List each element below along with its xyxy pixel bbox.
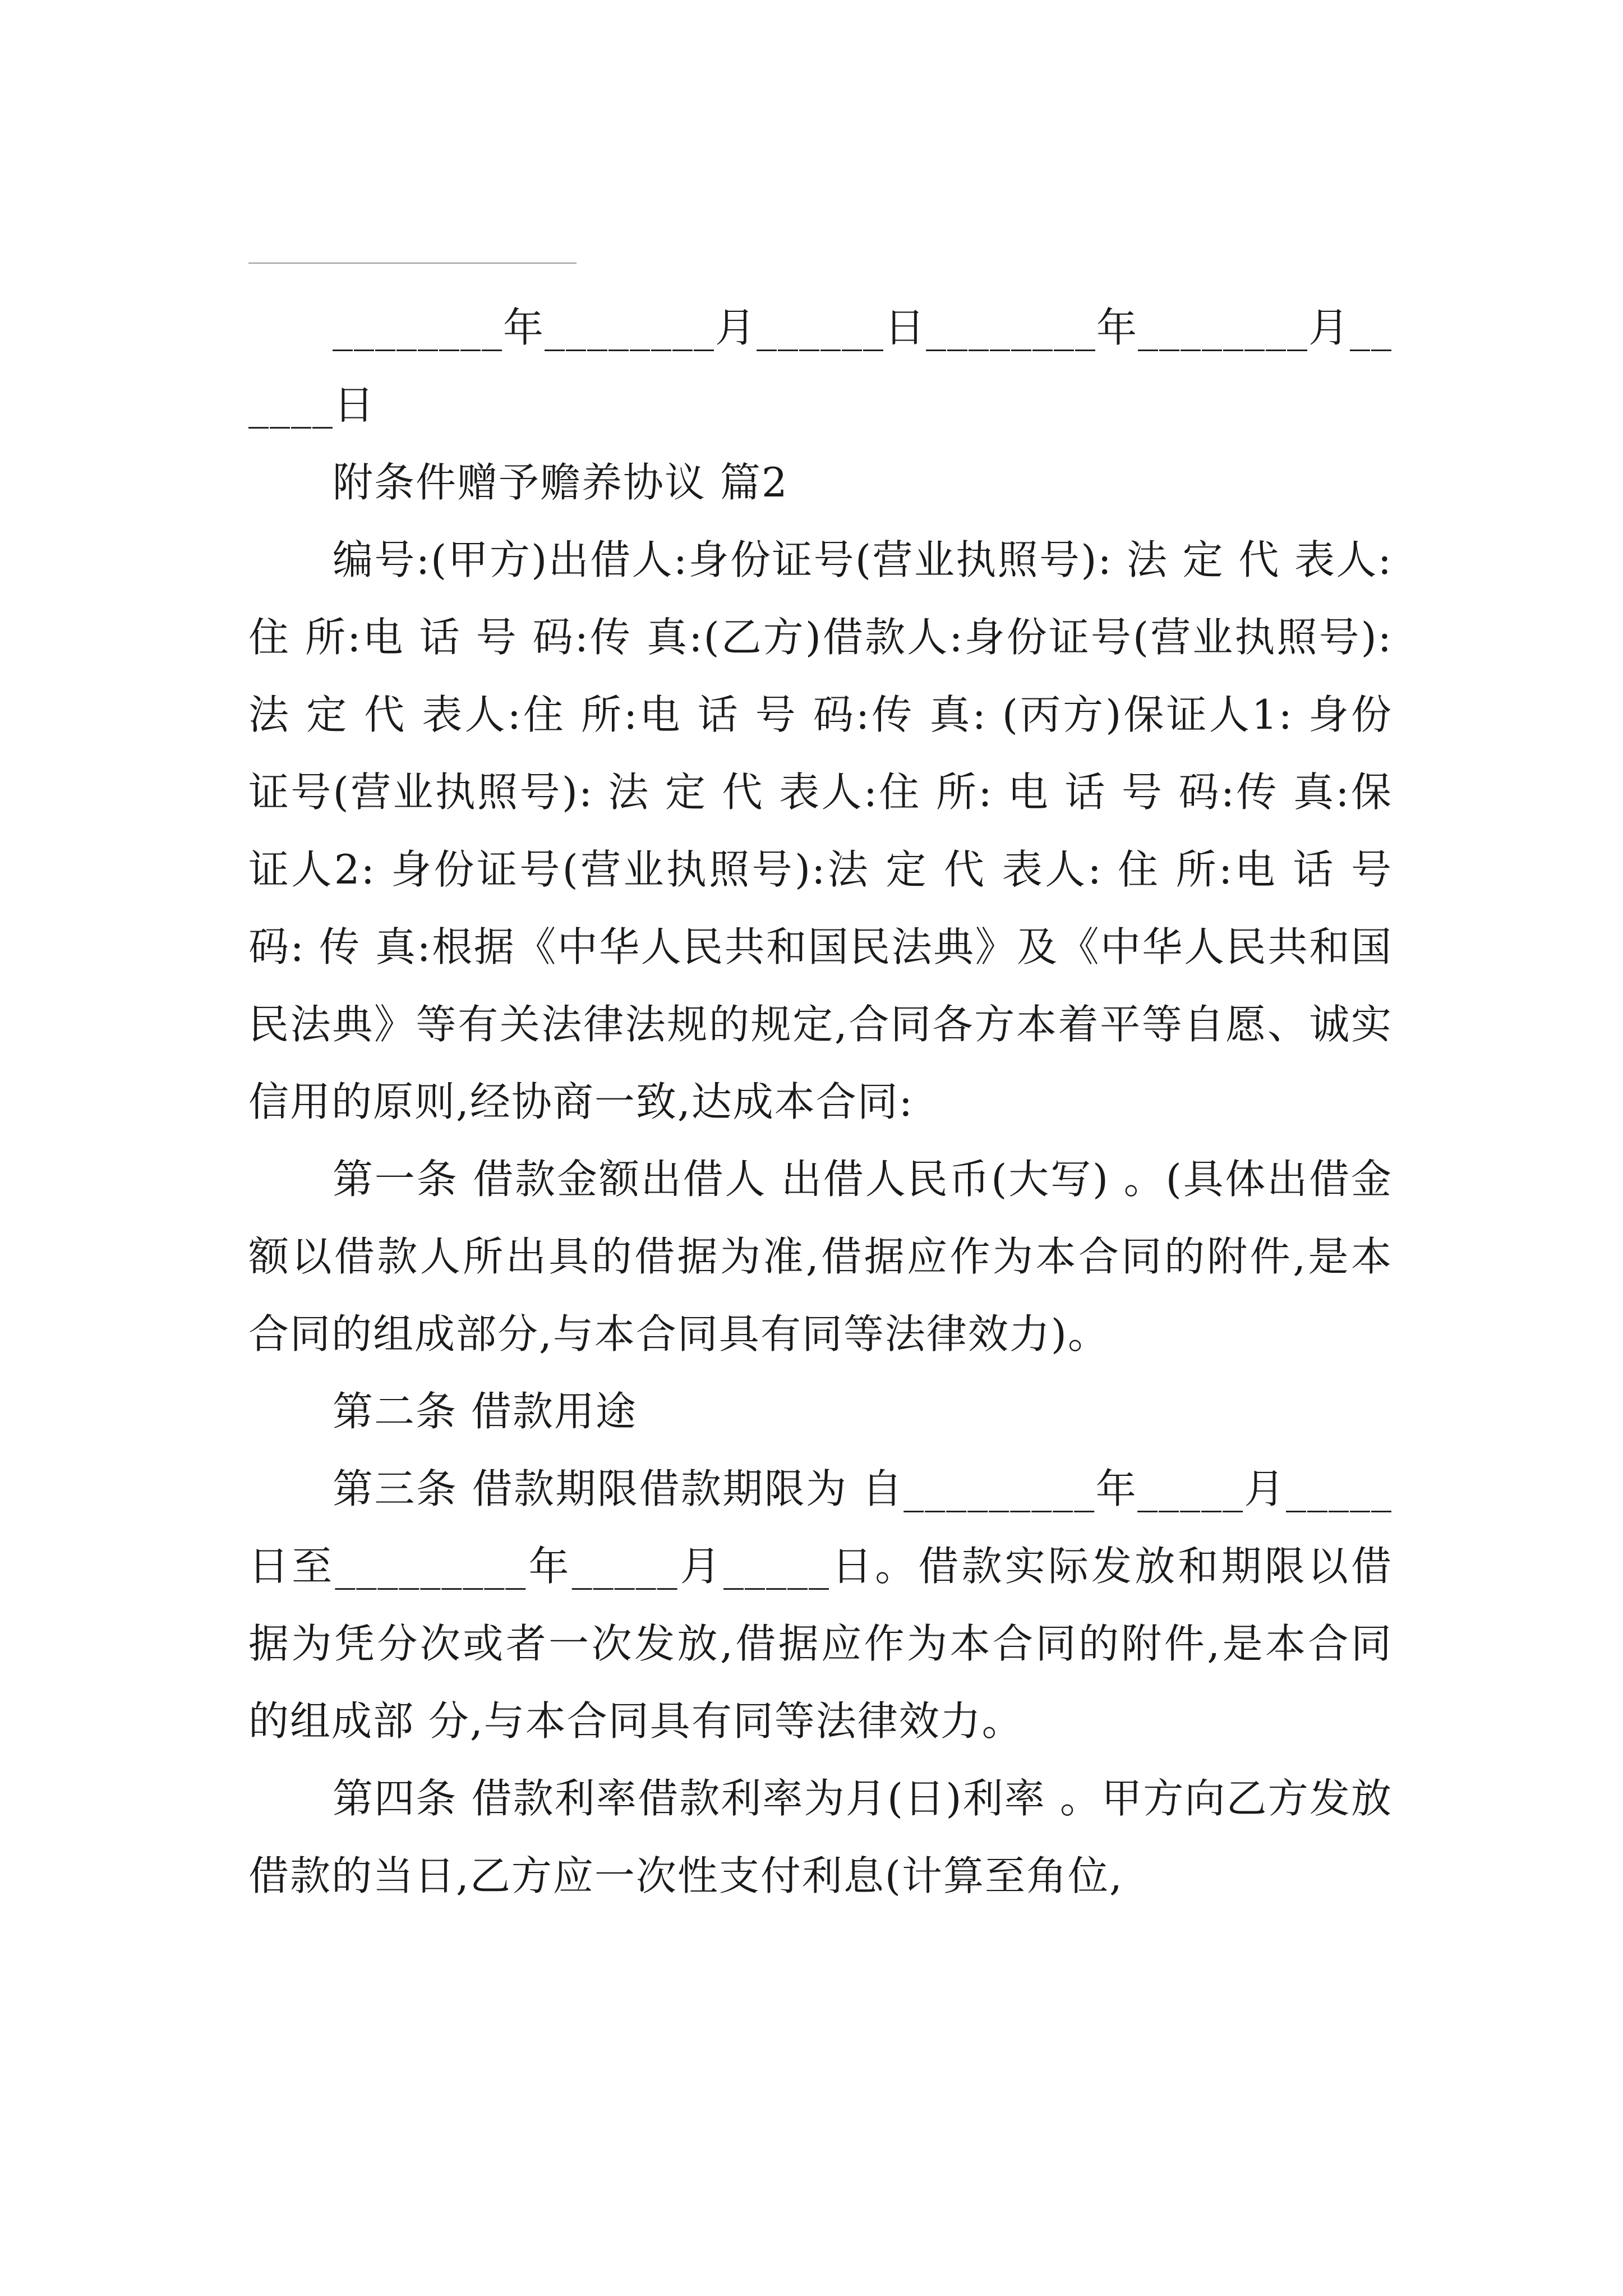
article-2: 第二条 借款用途 bbox=[333, 1388, 637, 1435]
section-title: 附条件赠予赡养协议 篇2 bbox=[333, 459, 789, 506]
header-rule bbox=[248, 263, 577, 264]
article-4: 第四条 借款利率借款利率为月(日)利率 。甲方向乙方发放借款的当日,乙方应一次性支付利息(计算至角位, bbox=[248, 1775, 1393, 1899]
article-1: 第一条 借款金额出借人 出借人民币(大写) 。(具体出借金额以借款人所出具的借据为准,借据应作为本合同的附件,是本合同的组成部分,与本合同具有同等法律效力)。 bbox=[248, 1156, 1393, 1358]
date-line: ________年________月______日________年________月______日 bbox=[248, 304, 1393, 429]
parties-paragraph: 编号:(甲方)出借人:身份证号(营业执照号): 法 定 代 表人:住 所:电 话 号 码:传 真:(乙方)借款人:身份证号(营业执照号): 法 定 代 表人:住 所:电 话 号 码:传 真: (丙方)保证人1: 身份证号(营业执照号): 法 定 代 表人:住 所: 电 话 号 码:传 真:保证人2: 身份证号(营业执照号):法 定 代 表人: 住 所:电 话 号 码: 传 真:根据《中华人民共和国民法典》及《中华人民共和国民法典》等有关法律法规的规定,合同各方本着平等自愿、诚实信用的原则,经协商一致,达成本合同: bbox=[248, 536, 1393, 1125]
document-body bbox=[248, 289, 1393, 1915]
article-3: 第三条 借款期限借款期限为 自_________年_____月_____日至_________年_____月_____日。借款实际发放和期限以借据为凭分次或者一次发放,借据应作为本合同的附件,是本合同的组成部 分,与本合同具有同等法律效力。 bbox=[248, 1465, 1393, 1745]
